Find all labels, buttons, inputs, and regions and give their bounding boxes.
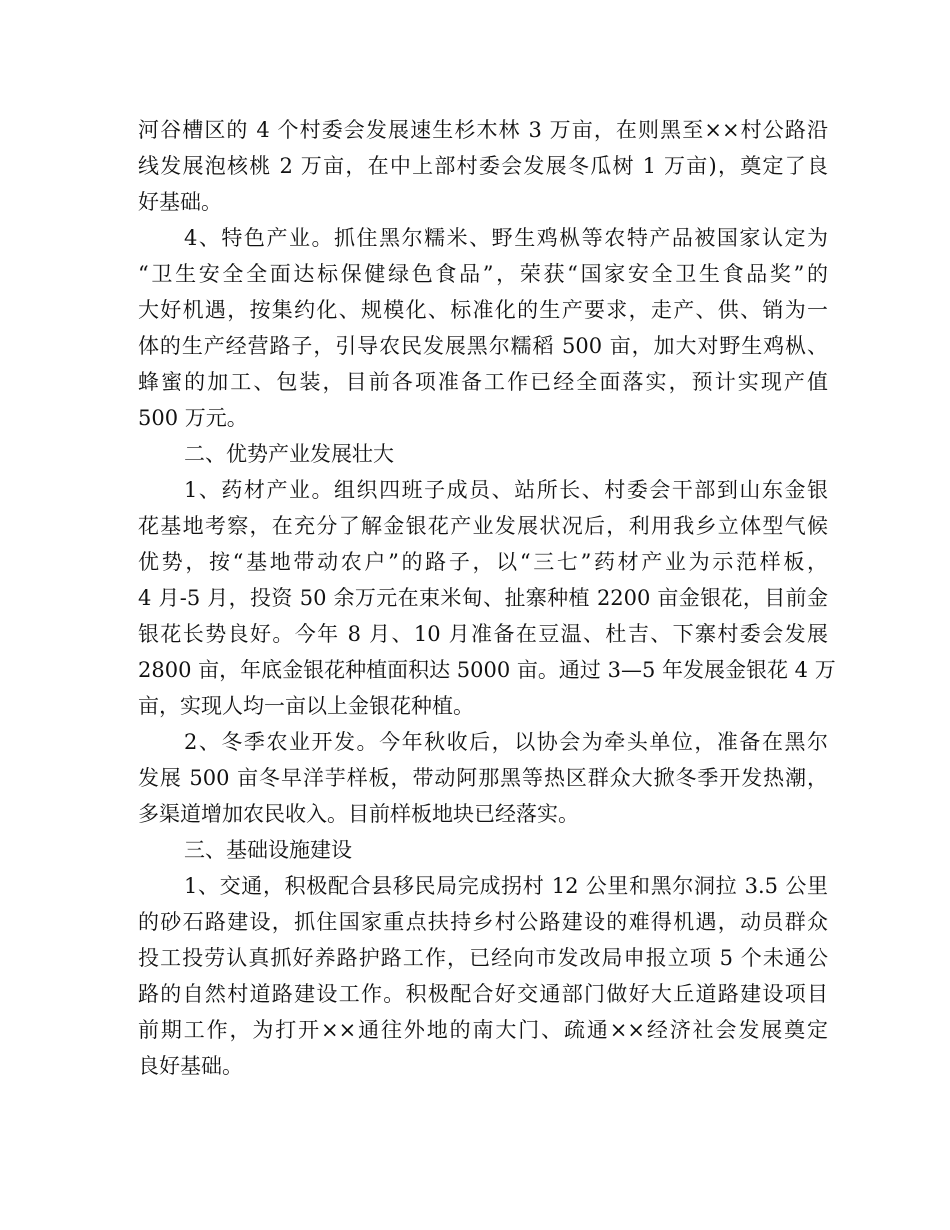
text-line: “卫生安全全面达标保健绿色食品”，荣获“国家安全卫生食品奖”的 — [138, 262, 828, 286]
text-line: 前期工作，为打开××通往外地的南大门、疏通××经济社会发展奠定 — [138, 1018, 828, 1042]
text-line: 河谷槽区的 4 个村委会发展速生杉木林 3 万亩，在则黑至××村公路沿 — [138, 118, 828, 142]
text-line: 1、交通，积极配合县移民局完成拐村 12 公里和黑尔洞拉 3.5 公里 — [184, 874, 828, 898]
text-line: 二、优势产业发展壮大 — [184, 442, 394, 466]
text-line: 500 万元。 — [138, 406, 248, 430]
text-line: 4 月-5 月，投资 50 余万元在束米甸、扯寨种植 2200 亩金银花，目前金 — [138, 586, 828, 610]
text-line: 发展 500 亩冬早洋芋样板，带动阿那黑等热区群众大掀冬季开发热潮， — [138, 766, 828, 790]
document-body — [138, 112, 836, 1084]
text-line: 银花长势良好。今年 8 月、10 月准备在豆温、杜吉、下寨村委会发展 — [138, 622, 828, 646]
text-line: 路的自然村道路建设工作。积极配合好交通部门做好大丘道路建设项目 — [138, 982, 828, 1006]
text-line: 蜂蜜的加工、包装，目前各项准备工作已经全面落实，预计实现产值 — [138, 370, 828, 394]
text-line: 2、冬季农业开发。今年秋收后，以协会为牵头单位，准备在黑尔 — [184, 730, 828, 754]
text-line: 多渠道增加农民收入。目前样板地块已经落实。 — [138, 802, 579, 826]
text-line: 1、药材产业。组织四班子成员、站所长、村委会干部到山东金银 — [184, 478, 828, 502]
text-line: 亩，实现人均一亩以上金银花种植。 — [138, 694, 474, 718]
text-line: 4、特色产业。抓住黑尔糯米、野生鸡枞等农特产品被国家认定为 — [184, 226, 828, 250]
text-line: 良好基础。 — [138, 1054, 243, 1078]
text-line: 优势，按“基地带动农户”的路子，以“三七”药材产业为示范样板， — [138, 550, 828, 574]
text-line: 的砂石路建设，抓住国家重点扶持乡村公路建设的难得机遇，动员群众 — [138, 910, 828, 934]
text-line: 大好机遇，按集约化、规模化、标准化的生产要求，走产、供、销为一 — [138, 298, 828, 322]
text-line: 2800 亩，年底金银花种植面积达 5000 亩。通过 3—5 年发展金银花 4 万 — [138, 658, 836, 682]
text-line: 投工投劳认真抓好养路护路工作，已经向市发改局申报立项 5 个未通公 — [138, 946, 828, 970]
text-line: 花基地考察，在充分了解金银花产业发展状况后，利用我乡立体型气候 — [138, 514, 828, 538]
text-line: 好基础。 — [138, 190, 222, 214]
text-line: 体的生产经营路子，引导农民发展黑尔糯稻 500 亩，加大对野生鸡枞、 — [138, 334, 828, 358]
text-line: 线发展泡核桃 2 万亩，在中上部村委会发展冬瓜树 1 万亩)，奠定了良 — [138, 154, 828, 178]
text-line: 三、基础设施建设 — [184, 838, 352, 862]
